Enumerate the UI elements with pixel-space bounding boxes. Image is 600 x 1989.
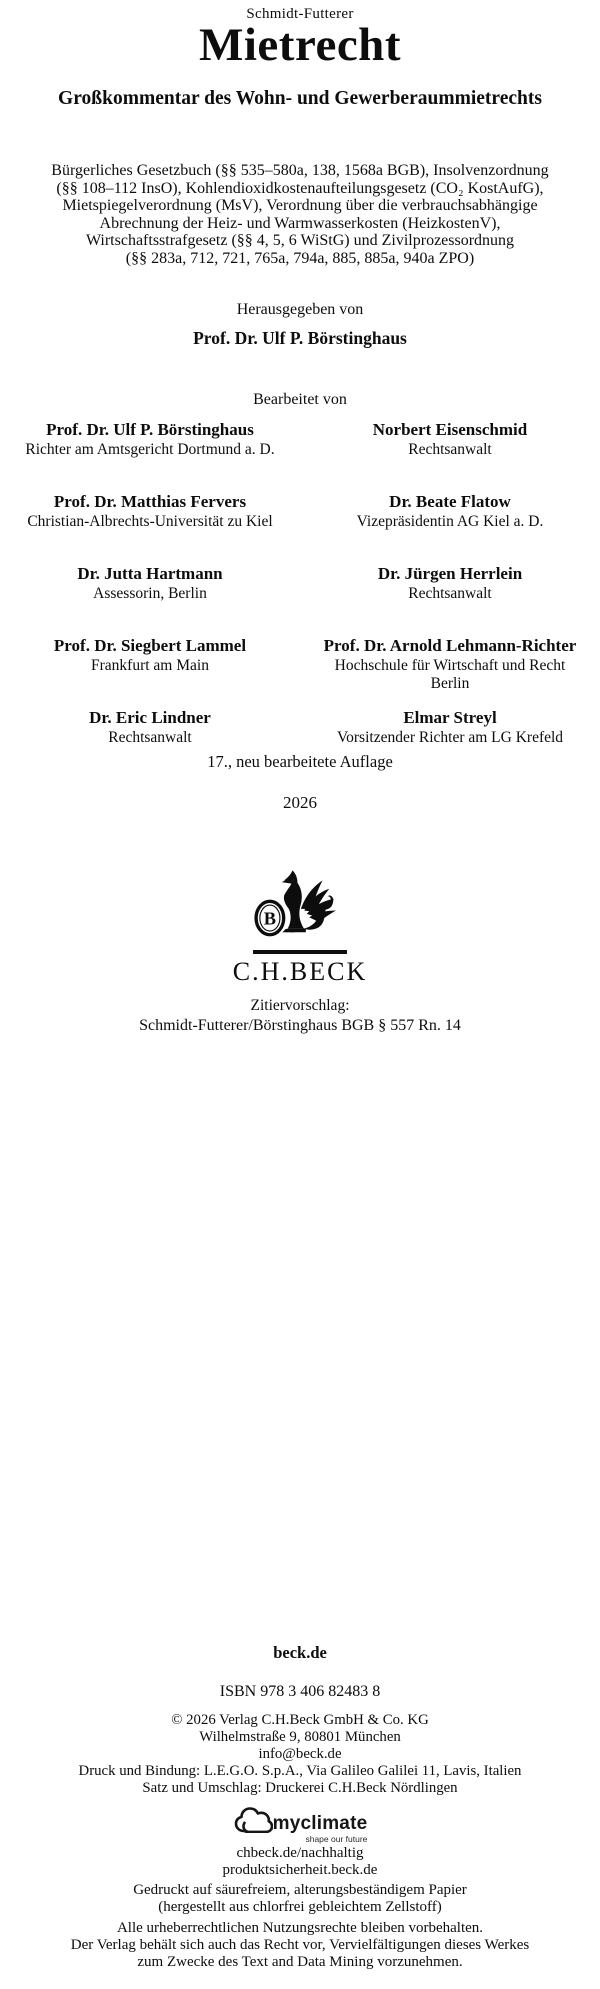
imprint-block [0, 1712, 600, 1797]
contributor-name: Dr. Jürgen Herrlein [377, 564, 523, 583]
contributor [0, 705, 300, 747]
publisher-name: C.H.BECK [232, 956, 368, 986]
svg-text:B: B [263, 908, 277, 929]
statutes-line: (§§ 108–112 InsO), Kohlendioxidkostenaufteilungsgesetz (CO₂ KostAufG), [56, 179, 544, 197]
contributor-role: Vizepräsidentin AG Kiel a. D. [356, 513, 544, 530]
edited-by-label: Herausgegeben von [236, 301, 364, 318]
myclimate-tagline: shape our future [305, 1834, 368, 1844]
imprint-line: info@beck.de [258, 1746, 342, 1762]
rights-line: Der Verlag behält sich auch das Recht vor, Vervielfältigungen dieses Werkes [70, 1937, 530, 1953]
contributor-role: Vorsitzender Richter am LG Krefeld [336, 729, 564, 746]
contributor-name: Prof. Dr. Siegbert Lammel [53, 636, 247, 655]
logo-rule [253, 950, 347, 954]
product-safety-link: produktsicherheit.beck.de [222, 1861, 378, 1878]
paper-note-line: Gedruckt auf säurefreiem, alterungsbeständigem Papier [133, 1882, 467, 1898]
editor-name: Prof. Dr. Ulf P. Börstinghaus [193, 328, 407, 348]
statutes-line: Mietspiegelverordnung (MsV), Verordnung über die verbrauchsabhängige [62, 197, 538, 214]
contributor [0, 489, 300, 531]
contributor [300, 633, 600, 693]
isbn: ISBN 978 3 406 82483 8 [219, 1683, 381, 1700]
contributor-role: Rechtsanwalt [408, 441, 492, 458]
publisher-website: beck.de [273, 1643, 327, 1662]
contributor-name: Norbert Eisenschmid [372, 420, 528, 439]
rights-line: Alle urheberrechtlichen Nutzungsrechte bleiben vorbehalten. [116, 1920, 484, 1936]
myclimate-name: myclimate [272, 1813, 368, 1834]
contributor [0, 633, 300, 675]
edition-note: 17., neu bearbeitete Auflage [207, 752, 393, 771]
paper-note [0, 1882, 600, 1916]
contributors-label: Bearbeitet von [253, 391, 347, 408]
contributor [300, 705, 600, 747]
series-author: Schmidt-Futterer [246, 6, 354, 22]
statutes-line: Abrechnung der Heiz- und Warmwasserkosten (HeizkostenV), [99, 214, 501, 232]
citation-label: Zitiervorschlag: [250, 997, 350, 1014]
imprint-line: Wilhelmstraße 9, 80801 München [199, 1729, 401, 1745]
statutes-paragraph [0, 162, 600, 267]
contributor [300, 417, 600, 459]
contributor-name: Prof. Dr. Arnold Lehmann-Richter [323, 636, 577, 655]
contributor-role: Frankfurt am Main [91, 657, 209, 674]
rights-note [0, 1920, 600, 1971]
contributor-name: Prof. Dr. Matthias Fervers [53, 492, 247, 511]
contributor-name: Dr. Eric Lindner [89, 708, 211, 727]
statutes-line: Bürgerliches Gesetzbuch (§§ 535–580a, 138, 1568a BGB), Insolvenzordnung [51, 162, 549, 179]
statutes-line: (§§ 283a, 712, 721, 765a, 794a, 885, 885a, 940a ZPO) [125, 249, 475, 267]
publisher-logo [0, 868, 600, 987]
contributor-name: Dr. Jutta Hartmann [77, 564, 223, 583]
statutes-line: Wirtschaftsstrafgesetz (§§ 4, 5, 6 WiStG) und Zivilprozessordnung [85, 232, 515, 249]
contributor-name: Elmar Streyl [403, 708, 497, 727]
contributor [300, 489, 600, 531]
book-subtitle: Großkommentar des Wohn- und Gewerberaummietrechts [58, 88, 542, 109]
page-title: Mietrecht [199, 19, 401, 71]
contributor-name: Dr. Beate Flatow [389, 492, 511, 511]
contributor-role: Assessorin, Berlin [93, 585, 207, 602]
contributor-role: Rechtsanwalt [408, 585, 492, 602]
contributor-role: Rechtsanwalt [108, 729, 192, 746]
imprint-line: Druck und Bindung: L.E.G.O. S.p.A., Via Galileo Galilei 11, Lavis, Italien [78, 1763, 522, 1779]
contributors-grid [0, 417, 600, 777]
contributor [300, 561, 600, 603]
sustainability-link: chbeck.de/nachhaltig [236, 1845, 364, 1861]
contributor [0, 561, 300, 603]
contributor [0, 417, 300, 459]
footer-links [0, 1845, 600, 1878]
contributor-role: Christian-Albrechts-Universität zu Kiel [27, 513, 273, 530]
paper-note-line: (hergestellt aus chlorfrei gebleichtem Zellstoff) [158, 1899, 442, 1915]
imprint-line: © 2026 Verlag C.H.Beck GmbH & Co. KG [171, 1712, 429, 1728]
contributor-role: Hochschule für Wirtschaft und Recht Berlin [334, 657, 566, 692]
cloud-icon [233, 1806, 273, 1833]
citation-suggestion: Schmidt-Futterer/Börstinghaus BGB § 557 Rn. 14 [139, 1017, 461, 1034]
myclimate-logo [0, 1806, 600, 1847]
publication-year: 2026 [283, 793, 317, 812]
rights-line: zum Zwecke des Text and Data Mining vorzunehmen. [137, 1954, 463, 1970]
imprint-line: Satz und Umschlag: Druckerei C.H.Beck Nördlingen [142, 1780, 458, 1796]
contributor-role: Richter am Amtsgericht Dortmund a. D. [25, 441, 275, 458]
beck-griffin-icon [254, 868, 346, 948]
contributor-name: Prof. Dr. Ulf P. Börstinghaus [46, 420, 254, 439]
